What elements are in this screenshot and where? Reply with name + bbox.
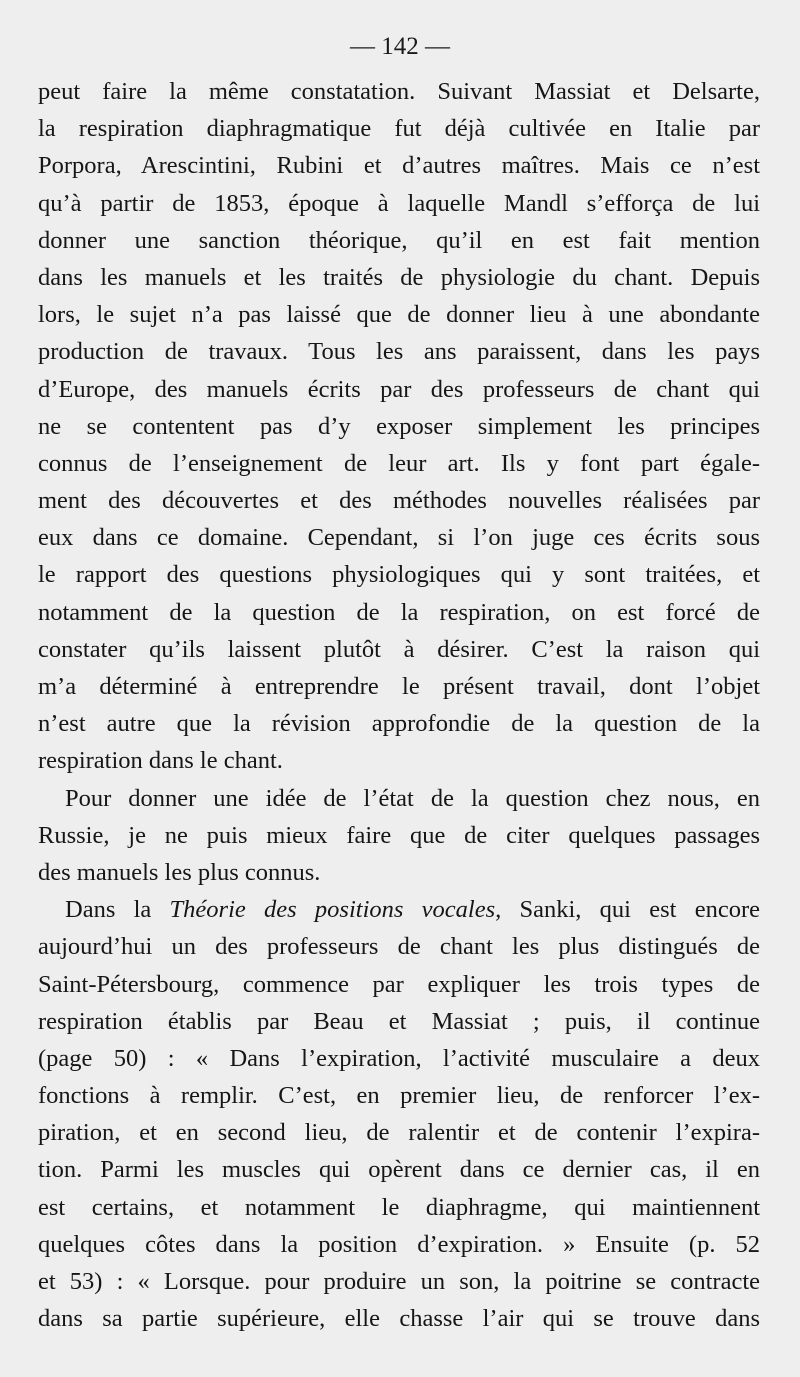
text-line: ne se contentent pas d’y exposer simplement les principes: [38, 412, 760, 440]
text-line: [38, 891, 760, 928]
text-line: Russie, je ne puis mieux faire que de citer quelques passages: [38, 821, 760, 849]
text-line: la respiration diaphragmatique fut déjà cultivée en Italie par: [38, 115, 760, 143]
text-line: ment des découvertes et des méthodes nouvelles réalisées par: [38, 487, 760, 515]
text-line: (page 50) : « Dans l’expiration, l’activité musculaire a deux: [38, 1044, 760, 1072]
text-line: Porpora, Arescintini, Rubini et d’autres maîtres. Mais ce n’est: [38, 152, 760, 180]
text-line: fonctions à remplir. C’est, en premier lieu, de renforcer l’ex-: [38, 1082, 760, 1110]
text-line: constater qu’ils laissent plutôt à désirer. C’est la raison qui: [38, 635, 760, 663]
text-line: m’a déterminé à entreprendre le présent travail, dont l’objet: [38, 673, 760, 700]
text-line: respiration établis par Beau et Massiat ; puis, il continue: [38, 1007, 760, 1035]
text-line: Saint-Pétersbourg, commence par expliquer les trois types de: [38, 970, 760, 998]
text-line: est certains, et notamment le diaphragme, qui maintiennent: [38, 1193, 760, 1221]
text-line: respiration dans le chant.: [38, 747, 283, 775]
text-line: peut faire la même constatation. Suivant Massiat et Delsarte,: [38, 78, 760, 105]
text-line: eux dans ce domaine. Cependant, si l’on juge ces écrits sous: [38, 524, 760, 552]
text-line: aujourd’hui un des professeurs de chant les plus distingués de: [38, 933, 760, 961]
book-title: Théorie des positions vocales,: [169, 896, 502, 924]
text-line: notamment de la question de la respiration, on est forcé de: [38, 598, 760, 626]
text-line: le rapport des questions physiologiques qui y sont traitées, et: [38, 561, 760, 589]
text-line: donner une sanction théorique, qu’il en est fait mention: [38, 226, 760, 254]
text-line: n’est autre que la révision approfondie de la question de la: [38, 710, 760, 738]
text-line: et 53) : « Lorsque. pour produire un son, la poitrine se contracte: [38, 1268, 760, 1295]
body-text: [38, 73, 760, 1337]
text-line: connus de l’enseignement de leur art. Ils y font part égale-: [38, 449, 760, 477]
page-number: — 142 —: [350, 33, 450, 60]
text-line: production de travaux. Tous les ans paraissent, dans les pays: [38, 338, 760, 366]
text-line: dans sa partie supérieure, elle chasse l’air qui se trouve dans: [38, 1305, 760, 1333]
text-line: qu’à partir de 1853, époque à laquelle Mandl s’efforça de lui: [38, 189, 760, 217]
text-line: tion. Parmi les muscles qui opèrent dans ce dernier cas, il en: [38, 1156, 760, 1184]
text-line: lors, le sujet n’a pas laissé que de donner lieu à une abondante: [38, 301, 760, 329]
text-line: d’Europe, des manuels écrits par des professeurs de chant qui: [38, 375, 760, 403]
text-line: Pour donner une idée de l’état de la question chez nous, en: [65, 784, 760, 812]
text-fragment: Sanki, qui est encore: [501, 896, 760, 924]
text-line: piration, et en second lieu, de ralentir et de contenir l’expira-: [38, 1119, 760, 1147]
text-fragment: Dans la: [65, 896, 170, 924]
text-line: quelques côtes dans la position d’expiration. » Ensuite (p. 52: [38, 1230, 760, 1258]
text-line: des manuels les plus connus.: [38, 858, 321, 886]
text-line: dans les manuels et les traités de physiologie du chant. Depuis: [38, 263, 760, 291]
